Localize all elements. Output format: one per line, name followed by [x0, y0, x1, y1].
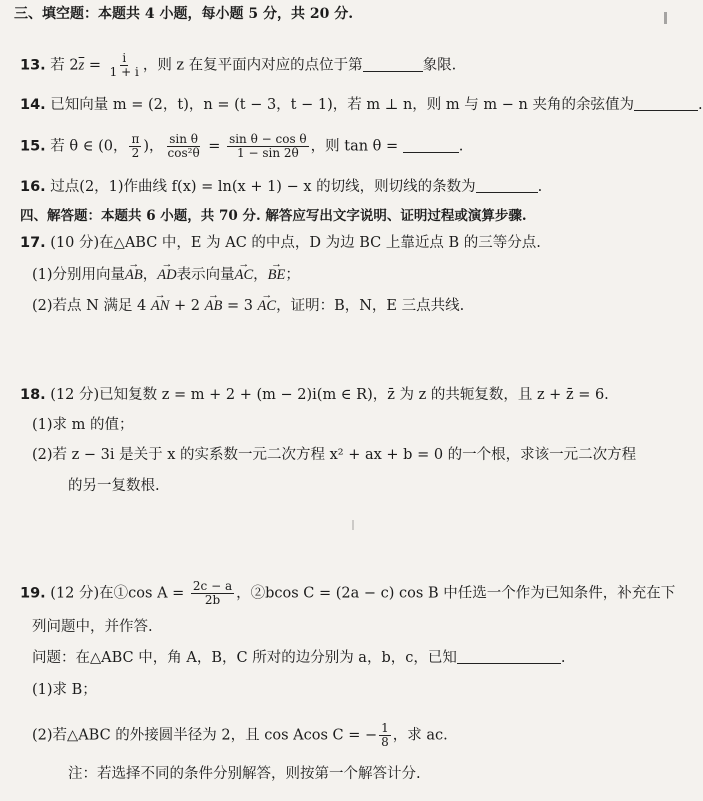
q13-text-3: 象限. [422, 57, 457, 74]
q15-pi-num: π [131, 132, 140, 146]
q19-problem-line [32, 648, 565, 668]
q16-end: . [537, 179, 543, 195]
section3-heading: 三、填空题：本题共 4 小题，每小题 5 分，共 20 分. [14, 6, 354, 22]
q15-text-2: )， [143, 138, 164, 155]
scan-mark [664, 12, 667, 24]
q13-text-1: 若 2 [50, 57, 79, 74]
q18-number: 18. [20, 387, 46, 403]
q15-pi-fraction [129, 133, 141, 160]
q17-p2-text-d: ，证明：B，N，E 三点共线. [276, 298, 465, 314]
question-15 [20, 133, 463, 160]
q15-f2-num: sin θ − cos θ [229, 132, 307, 146]
q15-end: . [458, 138, 464, 155]
q16-answer-blank[interactable] [476, 178, 538, 193]
q14-text: 已知向量 m = (2，t)，n = (t − 3，t − 1)，若 m ⊥ n，则 m 与 m − n 夹角的余弦值为 [50, 97, 634, 113]
q19-note: 注：若选择不同的条件分别解答，则按第一个解答计分. [68, 766, 421, 782]
q19-number: 19. [20, 585, 46, 602]
q13-fraction [108, 52, 141, 79]
q18-part-1: (1)求 m 的值； [32, 417, 134, 433]
vector-BE: → BE [268, 265, 286, 285]
vector-AC: → AC [235, 265, 254, 285]
q19-part-2 [32, 722, 448, 749]
q17-part-2 [32, 296, 464, 316]
q17-p2-text-b: + 2 [169, 298, 205, 314]
q18-part-2-line-1: (2)若 z − 3i 是关于 x 的实系数一元二次方程 x² + ax + b = 0 的一个根，求该一元二次方程 [32, 447, 637, 463]
q14-end: . [697, 97, 703, 113]
q17-p1-end: ； [285, 267, 300, 283]
q15-f1-den: cos²θ [167, 146, 200, 160]
q19-text-2: ，②bcos C = (2a − c) cos B 中任选一个作为已知条件，补充在下 [236, 585, 676, 602]
q15-number: 15. [20, 138, 46, 155]
vector-AB-2: → AB [205, 296, 223, 316]
question-13 [20, 52, 456, 79]
q16-text: 过点(2，1)作曲线 f(x) = ln(x + 1) − x 的切线，则切线的条数为 [50, 179, 476, 195]
q15-pi-den: 2 [131, 146, 140, 160]
z-bar: $\overline{z}$ [78, 57, 85, 74]
q18-part-2-line-2: 的另一复数根. [68, 478, 160, 494]
q13-eq: = [84, 57, 106, 74]
q15-eq: = [203, 138, 226, 155]
q18-stem: (12 分)已知复数 z = m + 2 + (m − 2)i(m ∈ R)，z̄ 为 z 的共轭复数，且 z + z̄ = 6. [50, 387, 609, 403]
q19-problem-text: 问题：在△ABC 中，角 A，B，C 所对的边分别为 a，b，c，已知 [32, 650, 457, 666]
q19-frac-num: 2c − a [192, 579, 233, 593]
q17-number: 17. [20, 235, 46, 251]
q17-p1-comma-2: ， [253, 267, 268, 283]
q15-answer-blank[interactable] [403, 138, 459, 153]
q17-p2-text-a: (2)若点 N 满足 4 [32, 298, 151, 314]
question-18-stem [20, 385, 609, 405]
vector-AN: → AN [151, 296, 170, 316]
q15-text-3: ，则 tan θ = [310, 138, 403, 155]
q15-fraction-1 [166, 133, 202, 160]
q19-p2-frac-num: 1 [381, 721, 389, 735]
q13-number: 13. [20, 57, 46, 74]
question-19-stem [20, 580, 675, 607]
q19-p2-text-b: ，求 ac. [392, 727, 448, 744]
q19-fraction [191, 580, 234, 607]
q19-p2-frac-den: 8 [381, 735, 389, 749]
q15-f1-num: sin θ [169, 132, 198, 146]
q19-problem-end: . [560, 650, 566, 666]
q19-frac-den: 2b [204, 593, 221, 607]
q17-stem: (10 分)在△ABC 中，E 为 AC 的中点，D 为边 BC 上靠近点 B 的三等分点. [50, 235, 541, 251]
q19-p2-text-a: (2)若△ABC 的外接圆半径为 2，且 cos Acos C = − [32, 727, 378, 744]
q17-p2-text-c: = 3 [222, 298, 258, 314]
q19-condition-blank[interactable] [457, 649, 561, 664]
q19-p2-fraction [379, 722, 391, 749]
question-16 [20, 177, 542, 197]
q16-number: 16. [20, 179, 46, 195]
q14-answer-blank[interactable] [634, 96, 698, 111]
q13-frac-num: i [122, 51, 127, 65]
q15-fraction-2 [227, 133, 309, 160]
vector-AD: → AD [157, 265, 176, 285]
q17-part-1 [32, 265, 300, 285]
vector-AB: → AB [125, 265, 143, 285]
q19-line-2: 列问题中，并作答. [32, 619, 153, 635]
q19-part-1: (1)求 B； [32, 682, 97, 698]
scan-mark [352, 520, 354, 530]
q19-text-1: (12 分)在①cos A = [50, 585, 189, 602]
q14-number: 14. [20, 97, 46, 113]
q13-frac-den: 1 + i [109, 65, 139, 79]
q15-text-1: 若 θ ∈ (0， [50, 138, 128, 155]
q17-p1-text-c: 表示向量 [176, 267, 235, 283]
question-14 [20, 95, 703, 115]
q17-p1-comma-1: ， [142, 267, 158, 283]
question-17-stem [20, 233, 541, 253]
q13-answer-blank[interactable] [363, 57, 423, 72]
q13-text-2: ，则 z 在复平面内对应的点位于第 [142, 57, 363, 74]
section4-heading: 四、解答题：本题共 6 小题，共 70 分. 解答应写出文字说明、证明过程或演算步骤. [20, 208, 527, 224]
q15-f2-den: 1 − sin 2θ [237, 146, 299, 160]
vector-AC-2: → AC [258, 296, 277, 316]
q17-p1-text-a: (1)分别用向量 [32, 267, 126, 283]
